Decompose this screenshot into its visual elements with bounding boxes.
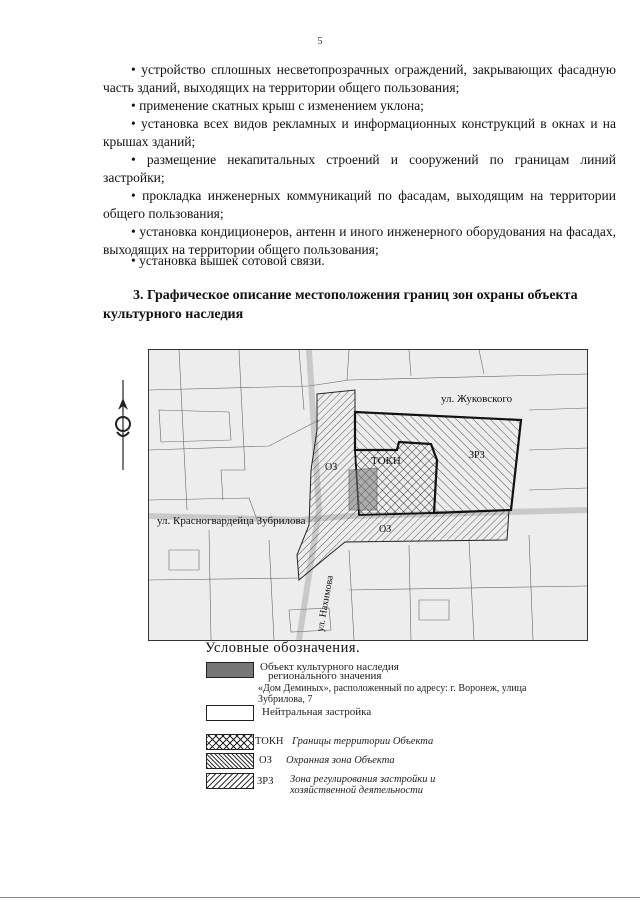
map-label-oz-1: ОЗ — [325, 462, 338, 473]
page-number: 5 — [317, 36, 323, 47]
legend-tokn-code: ТОКН — [255, 736, 284, 747]
legend-swatch-object — [206, 662, 254, 678]
bullet-2: • применение скатных крыш с изменением уклона; — [131, 98, 424, 113]
section-heading: 3. Графическое описание местоположения границ зон охраны объекта культурного наследия — [103, 288, 578, 322]
bullet-6: • установка кондиционеров, антенн и иного инженерного оборудования на фасадах, выходящих на территории общего пользования; — [103, 224, 616, 257]
bullet-7: • установка вышек сотовой связи. — [131, 253, 325, 268]
north-arrow-icon — [111, 380, 135, 470]
legend-swatch-oz — [206, 753, 254, 769]
map-label-oz-2: ОЗ — [379, 524, 392, 535]
legend-object-line1: Объект культурного наследия — [260, 661, 399, 673]
legend-swatch-tokn — [206, 734, 254, 750]
map-label-zhukovskogo: ул. Жуковского — [441, 393, 513, 405]
legend-title: Условные обозначения. — [205, 640, 361, 656]
bullet-1: • устройство сплошных несветопрозрачных ограждений, закрывающих фасадную часть зданий, выходящих на территории общего пользования; — [103, 62, 616, 95]
legend-neutral: Нейтральная застройка — [262, 706, 372, 718]
legend-swatch-neutral — [206, 705, 254, 721]
legend-tokn-text: Границы территории Объекта — [292, 736, 434, 747]
map-label-zrz: ЗРЗ — [469, 450, 485, 461]
legend-object-desc2: Зубрилова, 7 — [258, 694, 313, 705]
legend-zrz-text1: Зона регулирования застройки и — [290, 774, 436, 785]
legend-object-line2: регионального значения — [268, 670, 382, 682]
legend-object-desc1: «Дом Деминых», расположенный по адресу: г. Воронеж, улица — [258, 683, 527, 694]
legend-zrz-code: ЗРЗ — [257, 776, 274, 787]
legend-swatch-zrz — [206, 773, 254, 789]
legend-oz-code: ОЗ — [259, 755, 272, 766]
bullet-4: • размещение некапитальных строений и сооружений по границам линий застройки; — [103, 152, 616, 185]
map-label-krasnogvardeytsa: ул. Красногвардейца Зубрилова — [157, 515, 306, 527]
page-bottom-rule — [0, 897, 640, 898]
map-label-tokn: ТОКН — [371, 455, 401, 467]
bullet-3: • установка всех видов рекламных и информационных конструкций в окнах и на крышах зданий; — [103, 116, 616, 149]
bullet-5: • прокладка инженерных коммуникаций по фасадам, выходящим на территории общего пользования; — [103, 188, 616, 221]
legend-oz-text: Охранная зона Объекта — [286, 755, 395, 766]
legend-zrz-text2: хозяйственной деятельности — [290, 785, 424, 796]
map-label-nakhimova: ул. Нахимова — [315, 574, 336, 633]
cadastral-map — [148, 349, 588, 641]
